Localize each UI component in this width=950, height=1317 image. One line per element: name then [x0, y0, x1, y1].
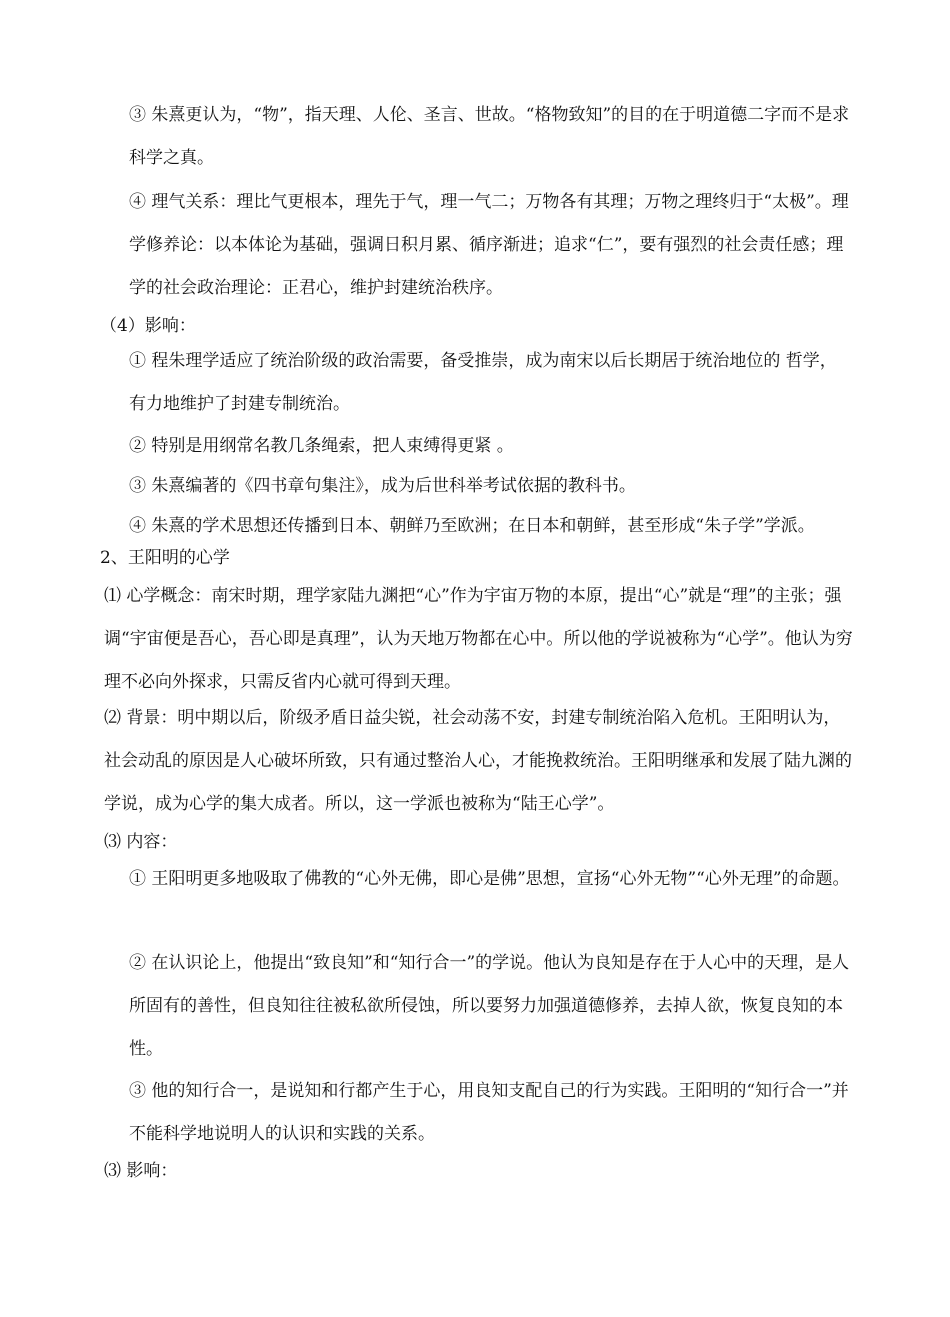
paragraph-liqi-relation: ④ 理气关系：理比气更根本，理先于气，理一气二；万物各有其理；万物之理终归于“太极”。理学修养论：以本体论为基础，强调日积月累、循序渐进；追求“仁”，要有强烈的社会责任感；理学的社会政治理论：正君心，维护封建统治秩序。 — [129, 192, 849, 298]
paragraph-sishu: ③ 朱熹编著的《四书章句集注》，成为后世科举考试依据的教科书。 — [129, 476, 636, 496]
heading-wang-yangming: 2、王阳明的心学 — [100, 548, 230, 568]
paragraph-chengzhu-adapt: ① 程朱理学适应了统治阶级的政治需要，备受推崇，成为南宋以后长期居于统治地位的 哲学，有力地维护了封建专制统治。 — [129, 351, 837, 414]
paragraph-zhuxi-wu: ③ 朱熹更认为，“物”，指天理、人伦、圣言、世故。“格物致知”的目的在于明道德二字而不是求科学之真。 — [129, 105, 850, 168]
paragraph-liangzhi: ② 在认识论上，他提出“致良知”和“知行合一”的学说。他认为良知是存在于人心中的天理，是人所固有的善性，但良知往往被私欲所侵蚀，所以要努力加强道德修养，去掉人欲，恢复良知的本性。 — [129, 953, 850, 1059]
paragraph-background: ⑵ 背景：明中期以后，阶级矛盾日益尖锐，社会动荡不安，封建专制统治陷入危机。王阳明认为，社会动乱的原因是人心破坏所致，只有通过整治人心，才能挽救统治。王阳明继承和发展了陆九渊的学说，成为心学的集大成者。所以，这一学派也被称为“陆王心学”。 — [104, 708, 852, 814]
paragraph-spread: ④ 朱熹的学术思想还传播到日本、朝鲜乃至欧洲；在日本和朝鲜，甚至形成“朱子学”学派。 — [129, 516, 815, 536]
heading-influence-2: ⑶ 影响： — [104, 1161, 178, 1181]
paragraph-buddhism: ① 王阳明更多地吸取了佛教的“心外无佛，即心是佛”思想，宣扬“心外无物”“心外无理”的命题。 — [129, 869, 850, 889]
paragraph-gangchang: ② 特别是用纲常名教几条绳索，把人束缚得更紧 。 — [129, 436, 514, 456]
paragraph-zhixing: ③ 他的知行合一，是说知和行都产生于心，用良知支配自己的行为实践。王阳明的“知行合一”并不能科学地说明人的认识和实践的关系。 — [129, 1081, 849, 1144]
heading-content: ⑶ 内容： — [104, 832, 178, 852]
heading-influence: （4）影响： — [100, 316, 196, 336]
paragraph-xinxue-concept: ⑴ 心学概念：南宋时期，理学家陆九渊把“心”作为宇宙万物的本原，提出“心”就是“理”的主张；强调“宇宙便是吾心，吾心即是真理”，认为天地万物都在心中。所以他的学说被称为“心学”。他认为穷理不必向外探求，只需反省内心就可得到天理。 — [104, 586, 853, 692]
